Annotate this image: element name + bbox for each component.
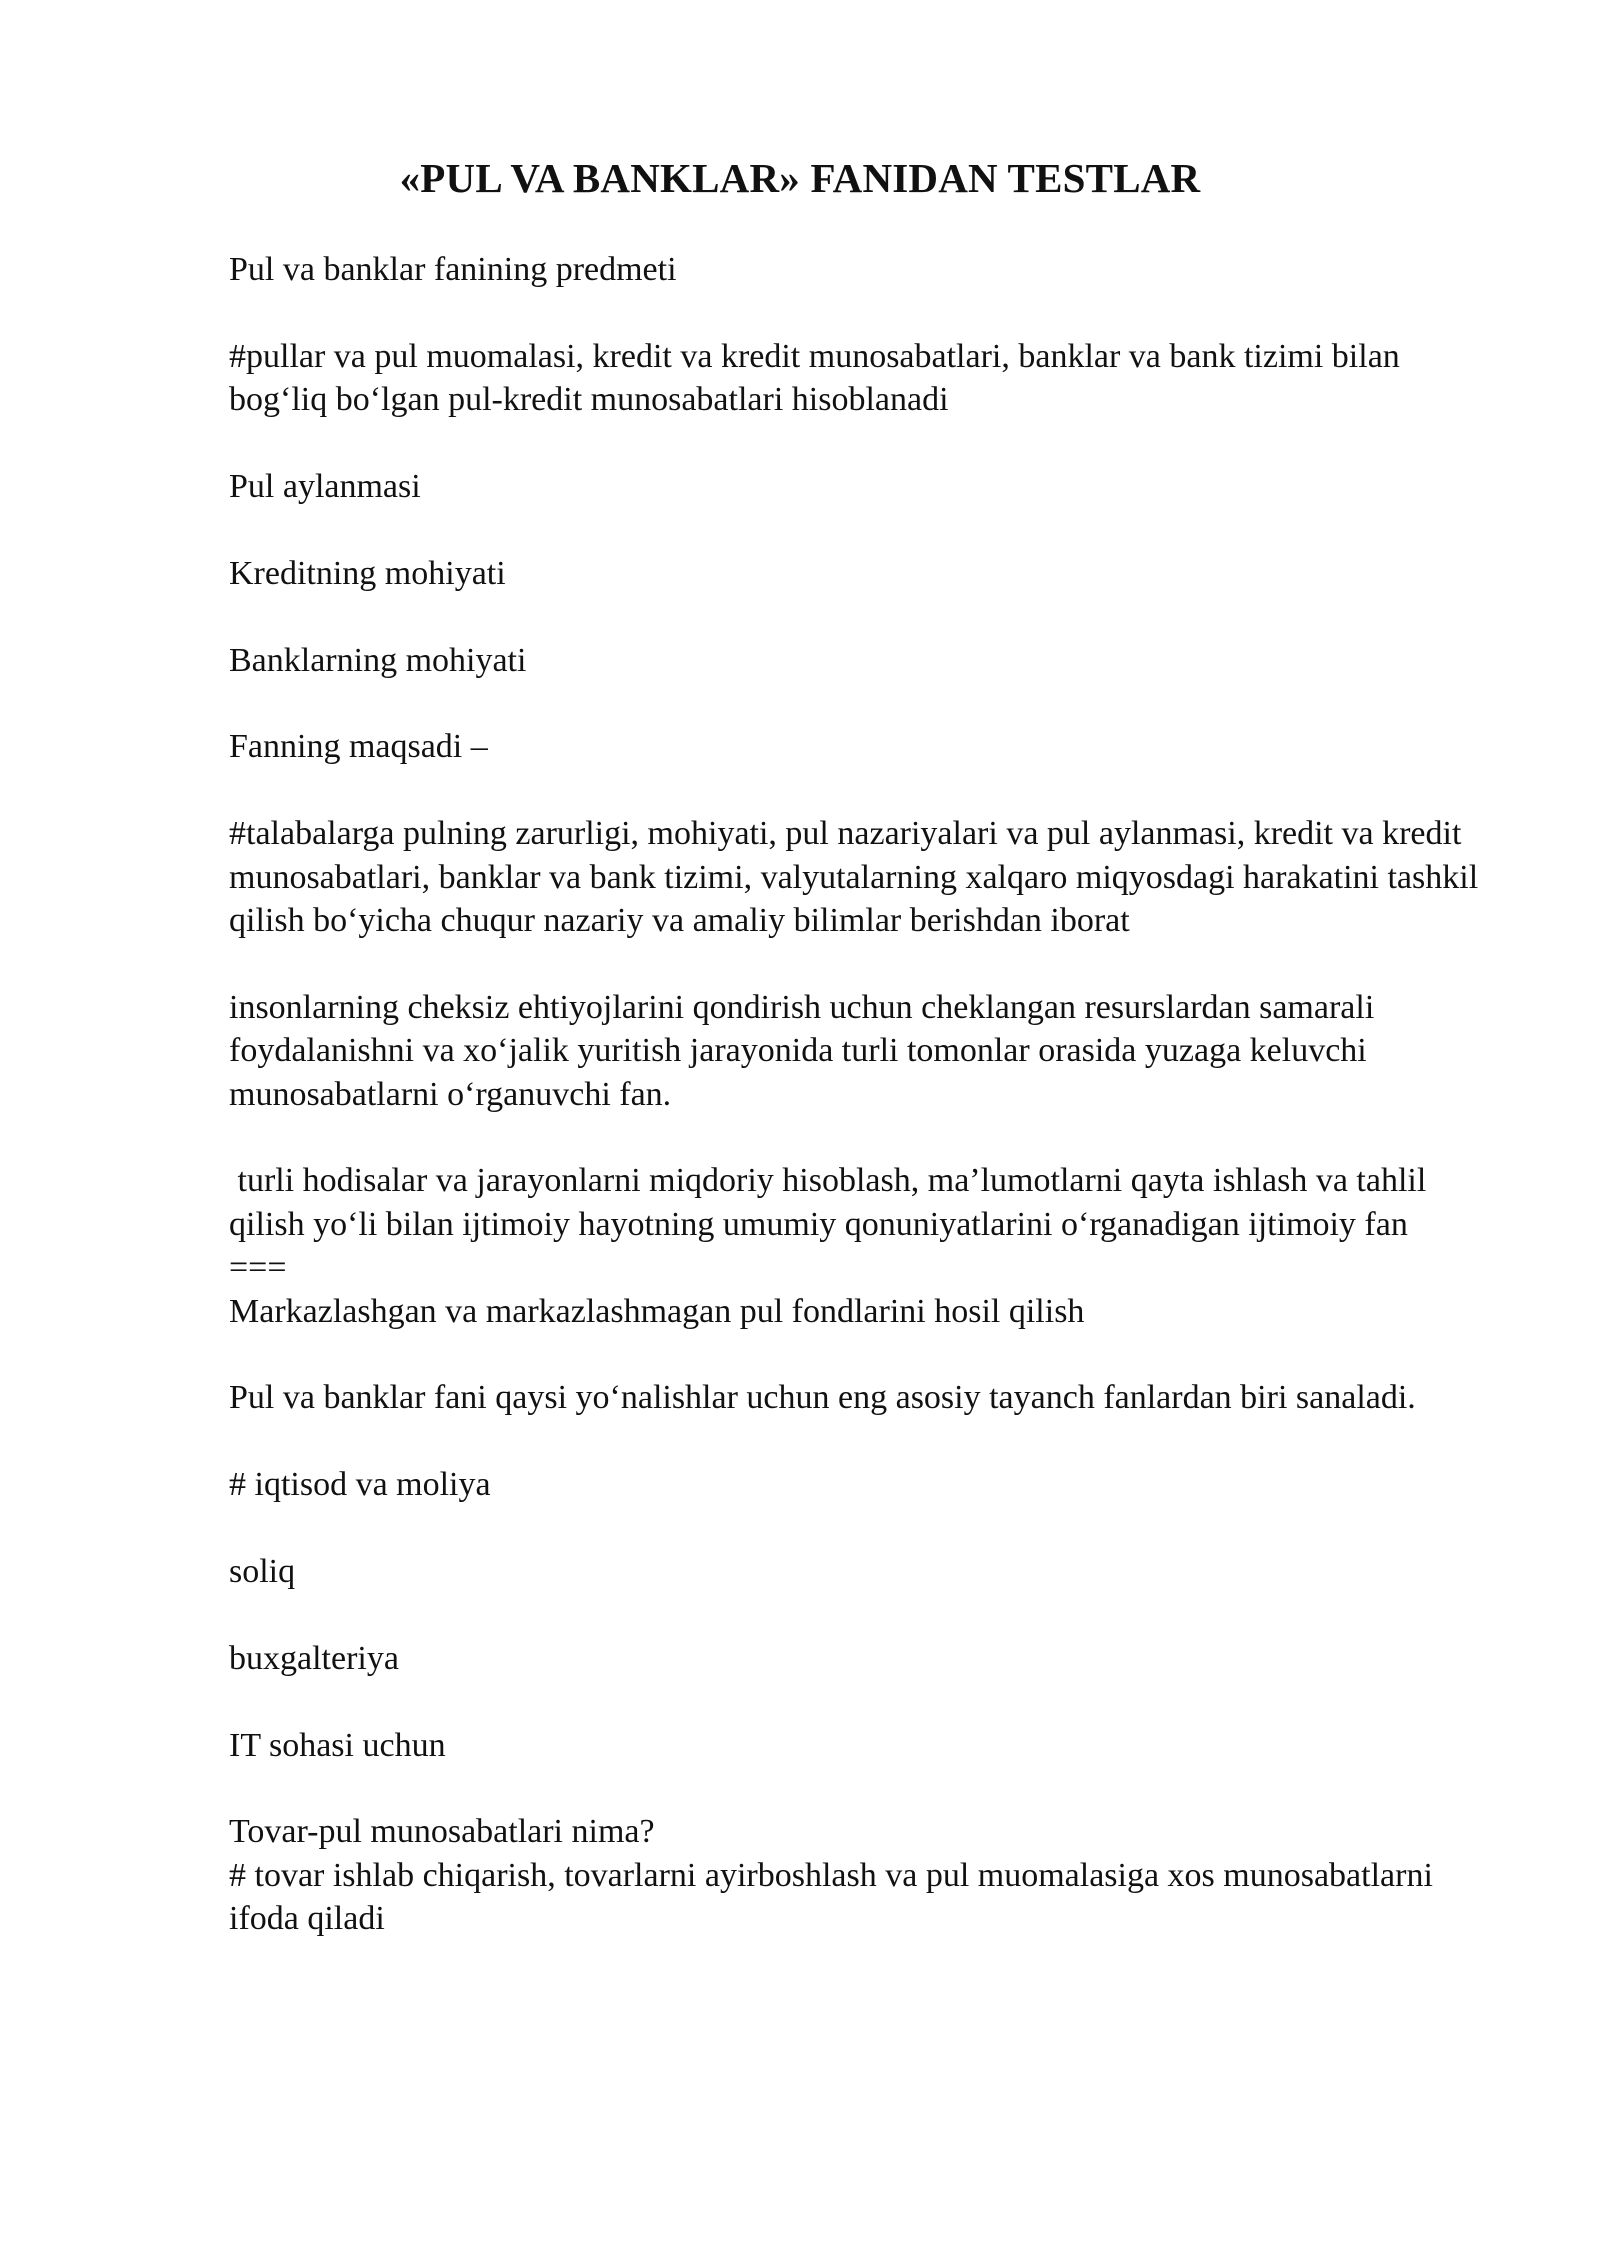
document-title: «PUL VA BANKLAR» FANIDAN TESTLAR: [399, 155, 1201, 201]
answer-option: Pul aylanmasi: [229, 468, 421, 505]
answer-correct-commodity-money: # tovar ishlab chiqarish, tovarlarni ayirboshlash va pul muomalasiga xos munosabatlarni ifoda qiladi: [229, 1856, 1442, 1938]
question-directions: Pul va banklar fani qaysi yo‘nalishlar uchun eng asosiy tayanch fanlardan biri sanaladi.: [229, 1379, 1416, 1417]
separator-marker: ===: [229, 1249, 287, 1287]
answer-option: Banklarning mohiyati: [229, 641, 527, 679]
answer-option: Kreditning mohiyati: [229, 554, 506, 592]
question-commodity-money: Tovar-pul munosabatlari nima?: [229, 1813, 655, 1851]
answer-option: IT sohasi uchun: [229, 1726, 446, 1764]
question-subject: Pul va banklar fanining predmeti: [229, 251, 677, 288]
answer-option: turli hodisalar va jarayonlarni miqdoriy hisoblash, ma’lumotlarni qayta ishlash va tahlil qilish yo‘li bilan ijtimoiy hayotning umumiy qonuniyatlarini o‘rganadigan ijtimoiy fan: [229, 1162, 1435, 1243]
answer-option: Markazlashgan va markazlashmagan pul fondlarini hosil qilish: [229, 1292, 1085, 1330]
document-body: [229, 248, 1499, 1941]
answer-correct-goal: #talabalarga pulning zarurligi, mohiyati, pul nazariyalari va pul aylanmasi, kredit va kredit munosabatlari, banklar va bank tizimi, valyutalarning xalqaro miqyosdagi harakatini tashkil qilish bo‘yicha chuqur nazariy va amaliy bilimlar berishdan iborat: [229, 815, 1487, 939]
answer-option: insonlarning cheksiz ehtiyojlarini qondirish uchun cheklangan resurslardan samarali foydalanishni va xo‘jalik yuritish jarayonida turli tomonlar orasida yuzaga keluvchi munosabatlarni o‘rganuvchi fan.: [229, 988, 1383, 1113]
question-goal: Fanning maqsadi –: [229, 728, 488, 766]
answer-option: buxgalteriya: [229, 1639, 399, 1677]
answer-correct-directions: # iqtisod va moliya: [229, 1466, 491, 1504]
answer-option: soliq: [229, 1553, 296, 1591]
answer-correct-subject: #pullar va pul muomalasi, kredit va kredit munosabatlari, banklar va bank tizimi bilan bog‘liq bo‘lgan pul-kredit munosabatlari hisoblanadi: [229, 337, 1409, 419]
